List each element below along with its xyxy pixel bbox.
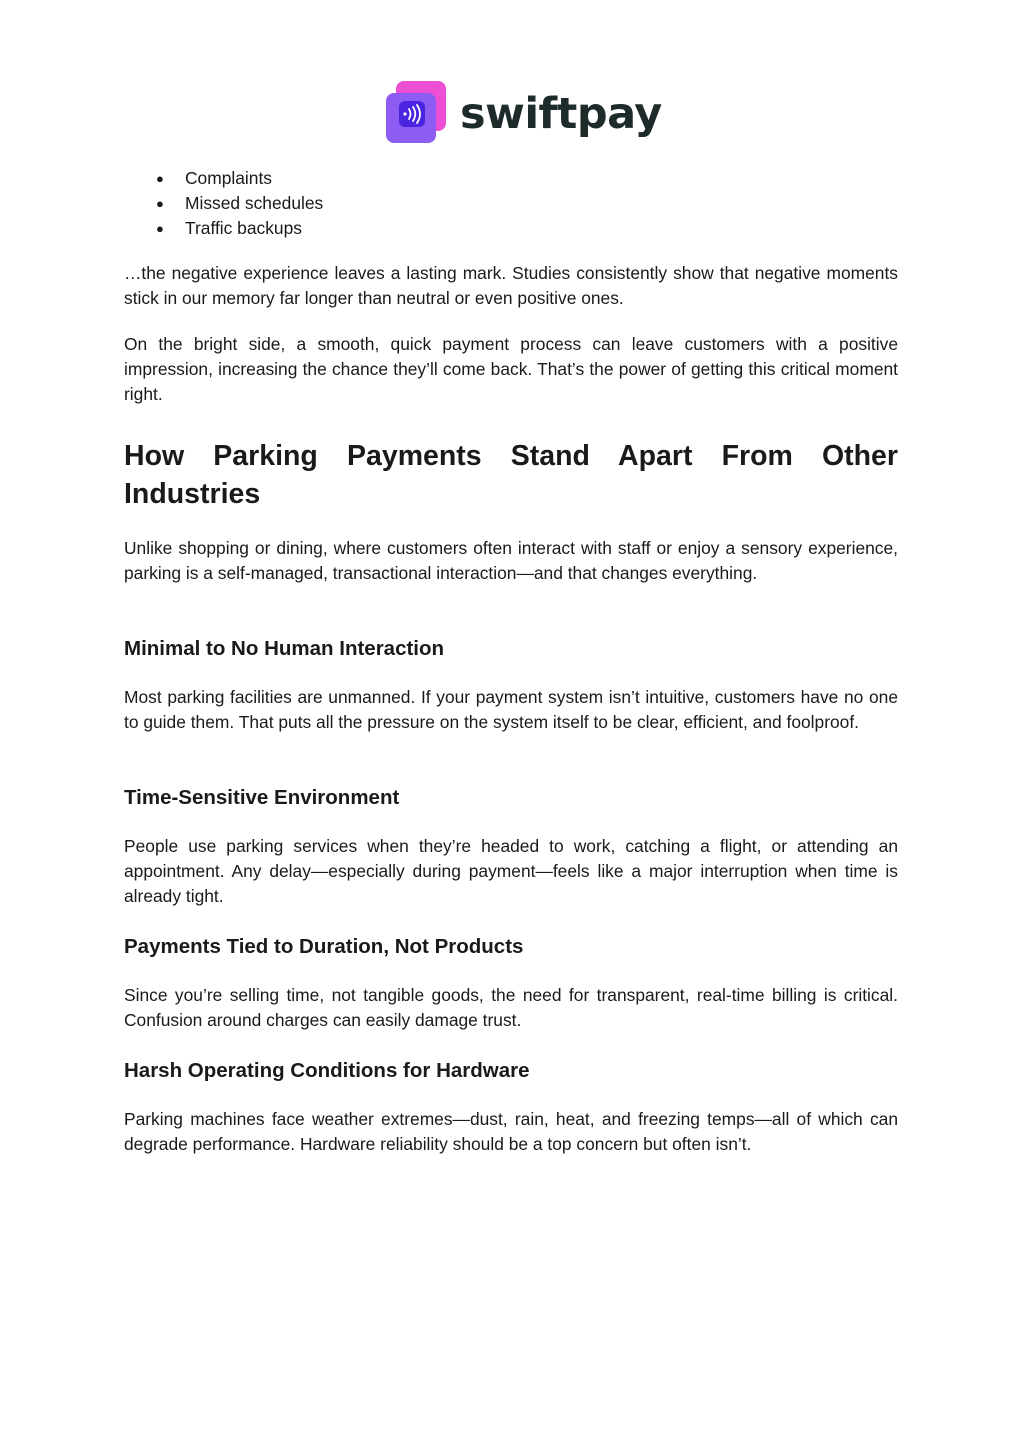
bullet-list xyxy=(124,166,323,241)
subsection-body: People use parking services when they’re headed to work, catching a flight, or attending an appointment. Any delay—especially during payment—feels like a major interruption when time is already tight. xyxy=(124,836,898,906)
section-intro: Unlike shopping or dining, where customers often interact with staff or enjoy a sensory experience, parking is a self-managed, transactional interaction—and that changes everything. xyxy=(124,538,898,583)
subsection-heading: Harsh Operating Conditions for Hardware xyxy=(124,1059,530,1082)
paragraph: On the bright side, a smooth, quick payment process can leave customers with a positive impression, increasing the chance they’ll come back. That’s the power of getting this critical moment right. xyxy=(124,334,898,404)
bullet-icon: ● xyxy=(156,196,164,211)
swiftpay-logo-mark xyxy=(386,81,448,143)
list-item: ● Traffic backups xyxy=(124,216,323,241)
bullet-icon: ● xyxy=(156,171,164,186)
subsection-body: Since you’re selling time, not tangible goods, the need for transparent, real-time billing is critical. Confusion around charges can easily damage trust. xyxy=(124,985,898,1030)
subsection-heading: Payments Tied to Duration, Not Products xyxy=(124,935,524,958)
subsection-body: Most parking facilities are unmanned. If your payment system isn’t intuitive, customers have no one to guide them. That puts all the pressure on the system itself to be clear, efficient, and foolproof. xyxy=(124,687,898,732)
brand-name: swiftpay xyxy=(460,88,662,139)
subsection-heading: Time-Sensitive Environment xyxy=(124,786,400,809)
list-item: ● Complaints xyxy=(124,166,323,191)
swiftpay-logo xyxy=(386,80,662,144)
list-item: ● Missed schedules xyxy=(124,191,323,216)
contactless-icon xyxy=(402,104,424,124)
subsection-heading: Minimal to No Human Interaction xyxy=(124,637,445,660)
paragraph: …the negative experience leaves a lasting mark. Studies consistently show that negative moments stick in our memory far longer than neutral or even positive ones. xyxy=(124,263,898,308)
bullet-icon: ● xyxy=(156,221,164,236)
section-heading: How Parking Payments Stand Apart From Other Industries xyxy=(124,440,898,510)
subsection-body: Parking machines face weather extremes—dust, rain, heat, and freezing temps—all of which can degrade performance. Hardware reliability should be a top concern but often isn’t. xyxy=(124,1109,898,1154)
